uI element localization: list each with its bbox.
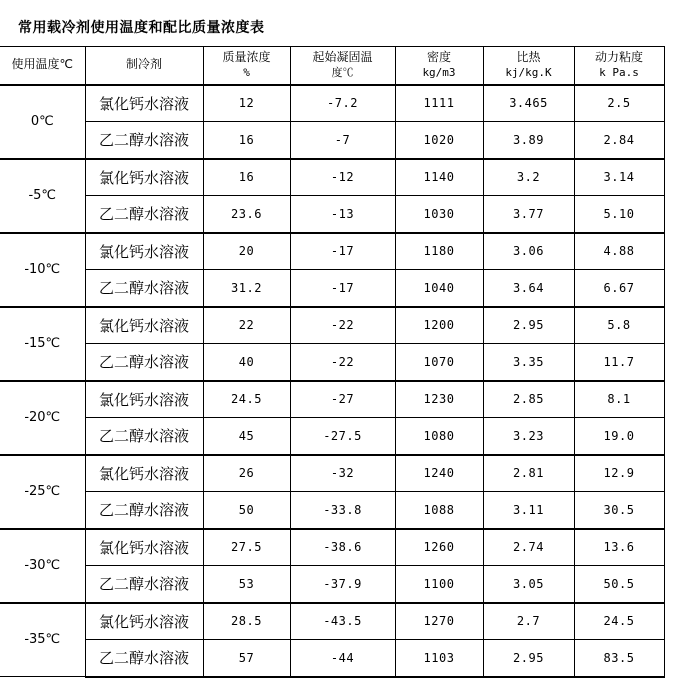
specific-heat-cell: 2.81: [483, 455, 574, 492]
coolant-cell: 氯化钙水溶液: [85, 85, 203, 122]
density-cell: 1240: [395, 455, 483, 492]
density-cell: 1020: [395, 122, 483, 159]
table-header: [0, 47, 664, 85]
specific-heat-cell: 2.95: [483, 640, 574, 677]
header-line1: 起始凝固温: [312, 50, 373, 65]
coolant-cell: 氯化钙水溶液: [85, 455, 203, 492]
concentration-cell: 50: [203, 492, 290, 529]
concentration-cell: 22: [203, 307, 290, 344]
specific-heat-cell: 2.95: [483, 307, 574, 344]
coolant-cell: 氯化钙水溶液: [85, 159, 203, 196]
freezing-temp-cell: -44: [290, 640, 395, 677]
freezing-temp-cell: -43.5: [290, 603, 395, 640]
temperature-cell: -5℃: [0, 159, 85, 233]
specific-heat-cell: 3.06: [483, 233, 574, 270]
table-row: [0, 270, 664, 307]
viscosity-cell: 50.5: [574, 566, 664, 603]
freezing-temp-cell: -13: [290, 196, 395, 233]
freezing-temp-cell: -27: [290, 381, 395, 418]
viscosity-cell: 13.6: [574, 529, 664, 566]
density-cell: 1103: [395, 640, 483, 677]
coolant-cell: 乙二醇水溶液: [85, 566, 203, 603]
specific-heat-cell: 3.89: [483, 122, 574, 159]
column-header-initial-freezing-temperature: [290, 47, 395, 85]
concentration-cell: 24.5: [203, 381, 290, 418]
coolant-cell: 氯化钙水溶液: [85, 307, 203, 344]
table-row: [0, 566, 664, 603]
coolant-cell: 乙二醇水溶液: [85, 640, 203, 677]
header-line2: kg/m3: [422, 65, 456, 79]
coolant-cell: 乙二醇水溶液: [85, 344, 203, 381]
temperature-cell: -20℃: [0, 381, 85, 455]
temperature-cell: -30℃: [0, 529, 85, 603]
specific-heat-cell: 3.23: [483, 418, 574, 455]
specific-heat-cell: 3.2: [483, 159, 574, 196]
specific-heat-cell: 3.11: [483, 492, 574, 529]
density-cell: 1180: [395, 233, 483, 270]
table-row: [0, 307, 664, 344]
header-line2: k Pa.s: [599, 65, 639, 79]
column-header-coolant: [85, 47, 203, 85]
temperature-cell: 0℃: [0, 85, 85, 159]
specific-heat-cell: 2.74: [483, 529, 574, 566]
freezing-temp-cell: -12: [290, 159, 395, 196]
concentration-cell: 23.6: [203, 196, 290, 233]
coolant-cell: 乙二醇水溶液: [85, 122, 203, 159]
freezing-temp-cell: -38.6: [290, 529, 395, 566]
concentration-cell: 16: [203, 159, 290, 196]
viscosity-cell: 4.88: [574, 233, 664, 270]
table-row: [0, 196, 664, 233]
density-cell: 1200: [395, 307, 483, 344]
viscosity-cell: 12.9: [574, 455, 664, 492]
table-row: [0, 122, 664, 159]
table-row: [0, 640, 664, 677]
freezing-temp-cell: -17: [290, 270, 395, 307]
table-body: [0, 85, 664, 677]
concentration-cell: 45: [203, 418, 290, 455]
page-title: 常用载冷剂使用温度和配比质量浓度表: [18, 20, 265, 36]
temperature-cell: -35℃: [0, 603, 85, 677]
viscosity-cell: 11.7: [574, 344, 664, 381]
concentration-cell: 20: [203, 233, 290, 270]
freezing-temp-cell: -7: [290, 122, 395, 159]
concentration-cell: 28.5: [203, 603, 290, 640]
coolant-cell: 乙二醇水溶液: [85, 270, 203, 307]
concentration-cell: 27.5: [203, 529, 290, 566]
concentration-cell: 40: [203, 344, 290, 381]
table-row: [0, 233, 664, 270]
column-header-usage-temperature: [0, 47, 85, 85]
coolant-cell: 乙二醇水溶液: [85, 418, 203, 455]
viscosity-cell: 83.5: [574, 640, 664, 677]
table-row: [0, 492, 664, 529]
table-row: [0, 455, 664, 492]
header-row: [0, 47, 664, 85]
coolant-cell: 乙二醇水溶液: [85, 196, 203, 233]
freezing-temp-cell: -37.9: [290, 566, 395, 603]
coolant-cell: 氯化钙水溶液: [85, 233, 203, 270]
temperature-cell: -25℃: [0, 455, 85, 529]
viscosity-cell: 6.67: [574, 270, 664, 307]
header-line1: 动力粘度: [594, 50, 643, 65]
column-header-density: [395, 47, 483, 85]
viscosity-cell: 5.8: [574, 307, 664, 344]
column-header-dynamic-viscosity: [574, 47, 664, 85]
freezing-temp-cell: -32: [290, 455, 395, 492]
viscosity-cell: 30.5: [574, 492, 664, 529]
viscosity-cell: 8.1: [574, 381, 664, 418]
concentration-cell: 31.2: [203, 270, 290, 307]
header-line1: 使用温度℃: [11, 57, 73, 72]
concentration-cell: 12: [203, 85, 290, 122]
table-row: [0, 381, 664, 418]
density-cell: 1030: [395, 196, 483, 233]
coolant-cell: 乙二醇水溶液: [85, 492, 203, 529]
header-line1: 制冷剂: [125, 57, 162, 72]
specific-heat-cell: 3.64: [483, 270, 574, 307]
density-cell: 1100: [395, 566, 483, 603]
density-cell: 1111: [395, 85, 483, 122]
freezing-temp-cell: -33.8: [290, 492, 395, 529]
column-header-mass-concentration: [203, 47, 290, 85]
specific-heat-cell: 3.05: [483, 566, 574, 603]
concentration-cell: 57: [203, 640, 290, 677]
viscosity-cell: 2.5: [574, 85, 664, 122]
header-line1: 质量浓度: [222, 50, 271, 65]
column-header-specific-heat: [483, 47, 574, 85]
header-line1: 密度: [426, 50, 451, 65]
temperature-cell: -15℃: [0, 307, 85, 381]
specific-heat-cell: 3.77: [483, 196, 574, 233]
concentration-cell: 16: [203, 122, 290, 159]
freezing-temp-cell: -22: [290, 307, 395, 344]
coolant-cell: 氯化钙水溶液: [85, 529, 203, 566]
concentration-cell: 26: [203, 455, 290, 492]
temperature-cell: -10℃: [0, 233, 85, 307]
density-cell: 1088: [395, 492, 483, 529]
table-row: [0, 344, 664, 381]
freezing-temp-cell: -7.2: [290, 85, 395, 122]
header-line2: kj/kg.K: [505, 65, 552, 79]
specific-heat-cell: 2.85: [483, 381, 574, 418]
header-line2: 度℃: [331, 65, 354, 79]
table-row: [0, 85, 664, 122]
viscosity-cell: 2.84: [574, 122, 664, 159]
concentration-cell: 53: [203, 566, 290, 603]
density-cell: 1080: [395, 418, 483, 455]
coolant-cell: 氯化钙水溶液: [85, 381, 203, 418]
density-cell: 1270: [395, 603, 483, 640]
freezing-temp-cell: -17: [290, 233, 395, 270]
specific-heat-cell: 2.7: [483, 603, 574, 640]
viscosity-cell: 19.0: [574, 418, 664, 455]
coolant-table: [0, 46, 665, 678]
freezing-temp-cell: -22: [290, 344, 395, 381]
header-line1: 比热: [516, 50, 541, 65]
table-row: [0, 418, 664, 455]
table-row: [0, 529, 664, 566]
header-line2: %: [243, 65, 250, 79]
density-cell: 1040: [395, 270, 483, 307]
table-row: [0, 603, 664, 640]
specific-heat-cell: 3.465: [483, 85, 574, 122]
density-cell: 1260: [395, 529, 483, 566]
density-cell: 1140: [395, 159, 483, 196]
freezing-temp-cell: -27.5: [290, 418, 395, 455]
viscosity-cell: 5.10: [574, 196, 664, 233]
specific-heat-cell: 3.35: [483, 344, 574, 381]
table-row: [0, 159, 664, 196]
density-cell: 1070: [395, 344, 483, 381]
viscosity-cell: 24.5: [574, 603, 664, 640]
viscosity-cell: 3.14: [574, 159, 664, 196]
coolant-cell: 氯化钙水溶液: [85, 603, 203, 640]
density-cell: 1230: [395, 381, 483, 418]
